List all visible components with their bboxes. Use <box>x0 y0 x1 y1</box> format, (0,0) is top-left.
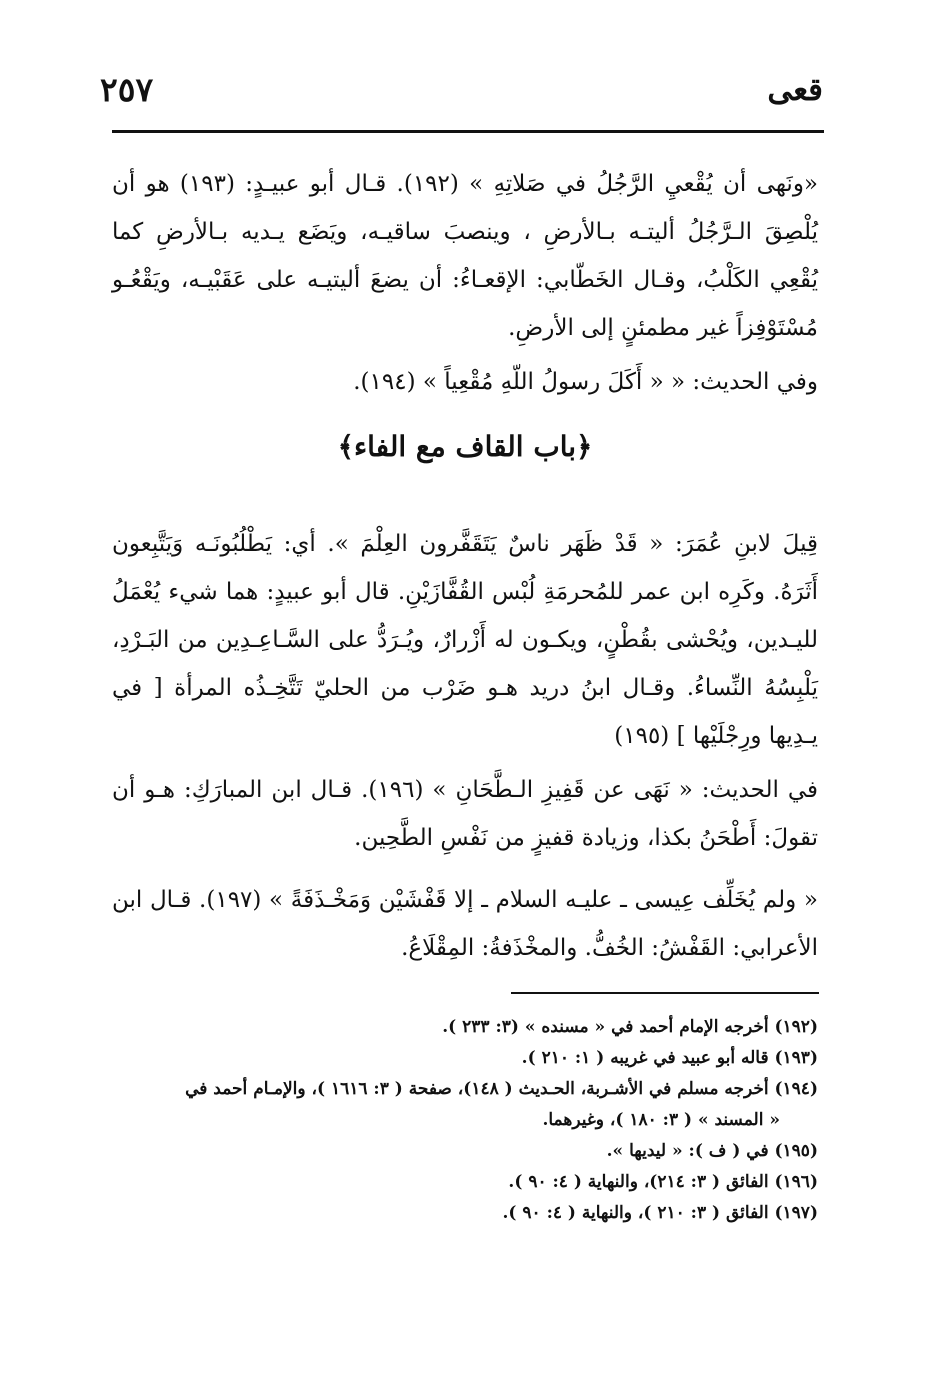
paragraph-qafsh: « ولم يُخَلِّف عِيسى ـ عليـه السلام ـ إلا قَفْشَيْن وَمَخْـذَفَةً » (١٩٧). قـال ابن الأعرابي: القَفْشُ: الخُفُّ. والمخْذَفةُ: المِقْلَاعُ. <box>112 887 818 961</box>
paragraph-quffazayn: قِيلَ لابنِ عُمَرَ: « قَدْ ظَهَر ناسٌ يَتَقَفَّرون العِلْمَ ». أي: يَطْلُبُونَـه وَيَتَّبِعون أَثَرَهُ. وكَرِه ابن عمر للمُحرمَةِ لُبْس القُفَّازَيْنِ. قال أبو عبيدٍ: هما شيء يُعْمَلُ لليـدين، ويُحْشى بقُطْنٍ، ويكـون له أَزْرارٌ، ويُـرَدُّ على السَّـاعِـدِين من البَـرْدِ، يَلْبِسُهُ النِّساءُ. وقـال ابنُ دريد هـو ضَرْب من الحليّ تَتَّخِـذُه المرأة [ في يـدِيها ورِجْلَيْها ] (١٩٥) <box>112 531 818 749</box>
footnote: (١٩٤) أخرجه مسلم في الأشـربة، الحـديث ( ١٤٨)، صفحة ( ٣: ١٦١٦ )، والإمـام أحمد في <box>185 1079 818 1099</box>
header-rule <box>112 130 824 133</box>
footnote: (١٩٧) الفائق ( ٣: ٢١٠ )، والنهاية ( ٤: ٩٠ ). <box>502 1203 818 1223</box>
footnote-rule <box>511 992 819 994</box>
footnote: (١٩٦) الفائق ( ٣: ٢١٤)، والنهاية ( ٤: ٩٠ ). <box>508 1172 818 1192</box>
entry-word: قعى <box>767 72 823 108</box>
paragraph-hadith-muqiyan: وفي الحديث: « « أَكَلَ رسولُ اللّهِ مُقْعِياً » (١٩٤). <box>353 369 818 395</box>
footnote: (١٩٢) أخرجه الإمام أحمد في « مسنده » (٣: ٢٣٣ ). <box>442 1017 818 1037</box>
paragraph-iqaa: «ونَهى أن يُقْعيِ الرَّجُلُ في صَلاتِهِ » (١٩٢). قـال أبو عبيـدٍ: (١٩٣) هو أن يُلْصِقَ الـرَّجُلُ أليتـه بـالأرضِ ، وينصبَ ساقيـه، ويَضَع يـديه بـالأرضِ كما يُقْعِي الكَلْبُ، وقـال الخَطّابي: الإقعـاءُ: أن يضعَ أليتيـه على عَقَبْيـه، ويَقْعُـو مُسْتَوْفِزاً غير مطمئنٍ إلى الأرضِ. <box>112 171 818 341</box>
footnotes <box>112 1012 818 1229</box>
page-number: ٢٥٧ <box>100 70 154 109</box>
section-title: ﴿باب القاف مع الفاء﴾ <box>337 430 593 463</box>
footnote-continuation: « المسند » ( ٣: ١٨٠ )، وغيرهما. <box>542 1110 780 1130</box>
paragraph-qafiz: في الحديث: « نَهَى عن قَفِيزِ الـطَّحَانِ » (١٩٦). قـال ابن المبارَكِ: هـو أن تقولَ: أَطْحَنُ بكذا، وزيادة قفيزٍ من نَفْسِ الطَّحِين. <box>112 777 818 851</box>
footnote: (١٩٥) في ( ف ): « ليديها ». <box>606 1141 818 1161</box>
footnote: (١٩٣) قاله أبو عبيد في غريبه ( ١: ٢١٠ ). <box>521 1048 818 1068</box>
